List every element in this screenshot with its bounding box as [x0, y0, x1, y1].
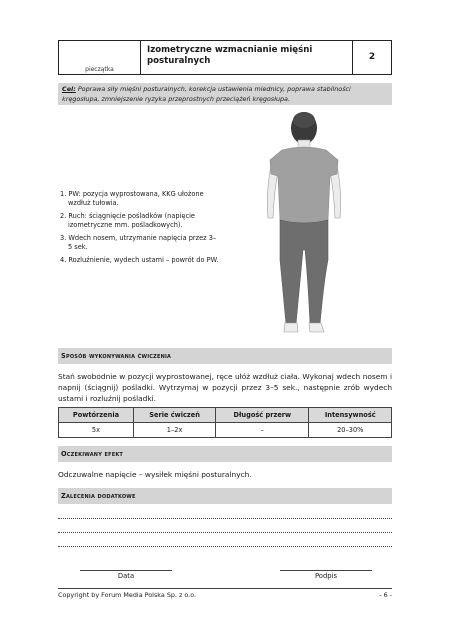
date-line[interactable]	[80, 570, 172, 571]
table-header-cell: Intensywność	[309, 408, 392, 423]
figure-pants	[280, 220, 328, 324]
step-item: 4. Rozluźnienie, wydech ustami – powrót do PW.	[60, 256, 219, 264]
footer-page-number: - 6 -	[379, 591, 392, 599]
exercise-title: Izometryczne wzmacnianie mięśni posturalnych	[141, 41, 353, 74]
table-header-cell: Serie ćwiczeń	[133, 408, 215, 423]
goal-label: Cel:	[62, 85, 76, 93]
footer-copyright: Copyright by Forum Media Polska Sp. z o.o.	[58, 591, 197, 599]
recommendation-line[interactable]	[58, 545, 392, 547]
table-cell: 20–30%	[309, 423, 392, 438]
table-cell: 5x	[59, 423, 134, 438]
date-label: Data	[117, 572, 135, 580]
step-item: 3. Wdech nosem, utrzymanie napięcia przez 3–5 sek.	[60, 234, 217, 251]
recommendation-line[interactable]	[58, 517, 392, 519]
table-header-row	[59, 408, 392, 423]
table-header-cell: Długość przerw	[216, 408, 309, 423]
method-text: Stań swobodnie w pozycji wyprostowanej, ręce ułóż wzdłuż ciała. Wykonaj wdech nosem i napnij (ściągnij) pośladki. Wytrzymaj w pozycji przez 3–5 sek., następnie zrób wydech ustami i rozluźnij pośladki.	[58, 372, 392, 403]
section-recommendations-heading: Zalecenia dodatkowe	[58, 488, 392, 504]
effect-text: Odczuwalne napięcie – wysiłek mięśni posturalnych.	[58, 470, 252, 479]
step-item: 2. Ruch: ściągnięcie pośladków (napięcie izometryczne mm. pośladkowych).	[60, 212, 195, 229]
goal-box	[58, 83, 392, 105]
signature-label: Podpis	[314, 572, 338, 580]
section-method-heading: Sposób wykonywania ćwiczenia	[58, 348, 392, 364]
table-cell: 1–2x	[133, 423, 215, 438]
header-box	[58, 40, 392, 75]
table-row	[59, 423, 392, 438]
steps-list	[60, 190, 220, 269]
table-header-cell: Powtórzenia	[59, 408, 134, 423]
exercise-figure	[258, 110, 350, 345]
figure-shirt	[270, 147, 338, 223]
stamp-cell	[59, 41, 141, 74]
stamp-label: pieczątka	[85, 66, 114, 73]
figure-left-foot	[284, 323, 298, 332]
exercise-number: 2	[368, 52, 376, 62]
footer-divider	[58, 588, 392, 589]
goal-text: Poprawa siły mięśni posturalnych, korekcja ustawienia miednicy, poprawa stabilności kręgosłupa, zmniejszenie ryzyka przeprostnych przeciążeń kręgosłupa.	[62, 85, 351, 103]
figure-right-foot	[309, 323, 324, 332]
table-cell: –	[216, 423, 309, 438]
recommendation-line[interactable]	[58, 531, 392, 533]
section-effect-heading: Oczekiwany efekt	[58, 446, 392, 462]
step-item: 1. PW: pozycja wyprostowana, KKG ułożone wzdłuż tułowia.	[60, 190, 204, 207]
parameters-table	[58, 407, 392, 438]
signature-line[interactable]	[280, 570, 372, 571]
